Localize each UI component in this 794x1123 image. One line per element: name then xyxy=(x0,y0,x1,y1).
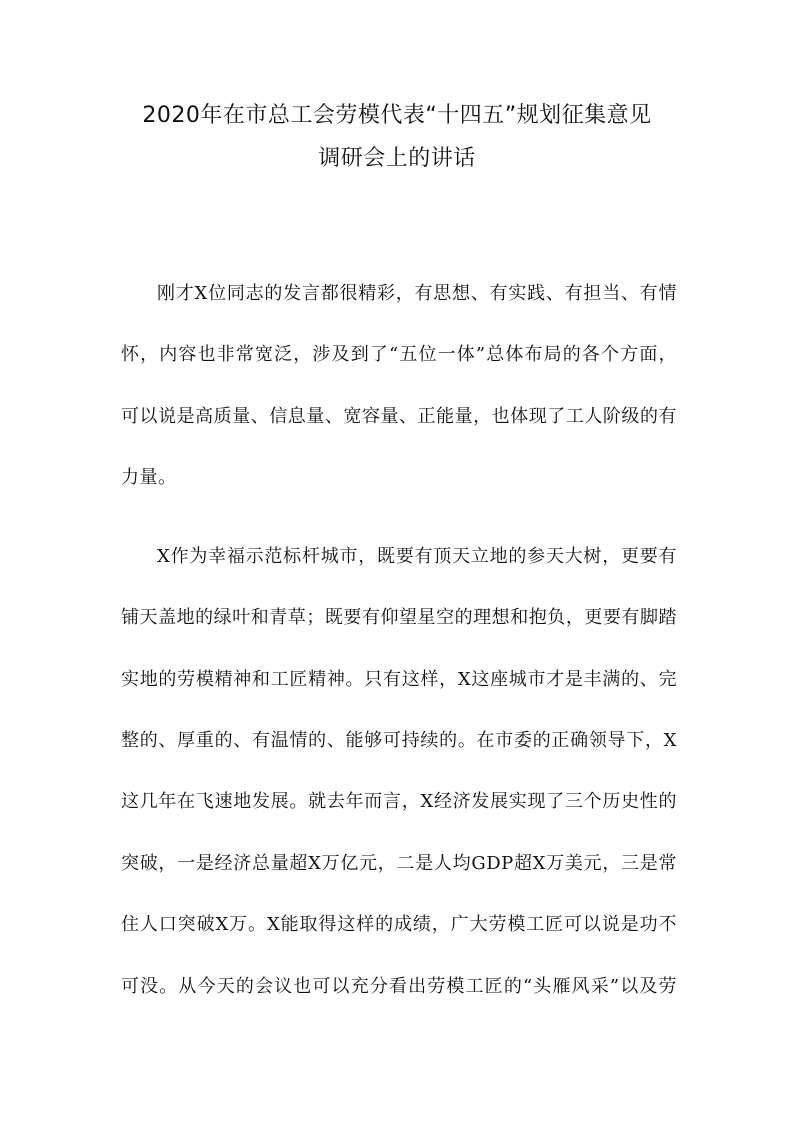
paragraph-2-line-1: X作为幸福示范标杆城市，既要有顶天立地的参天大树，更要有 xyxy=(157,546,677,567)
paragraph-1-line-3: 可以说是高质量、信息量、宽容量、正能量，也体现了工人阶级的有 xyxy=(121,406,677,427)
paragraph-2-line-6: 突破，一是经济总量超X万亿元，二是人均GDP超X万美元，三是常 xyxy=(121,853,677,874)
document-title-line-2: 调研会上的讲话 xyxy=(318,146,476,171)
paragraph-2-line-4: 整的、厚重的、有温情的、能够可持续的。在市委的正确领导下，X xyxy=(121,730,677,751)
paragraph-2-line-7: 住人口突破X万。X能取得这样的成绩，广大劳模工匠可以说是功不 xyxy=(121,914,677,935)
paragraph-1-line-1: 刚才X位同志的发言都很精彩，有思想、有实践、有担当、有情 xyxy=(157,283,677,304)
paragraph-2-line-2: 铺天盖地的绿叶和青草；既要有仰望星空的理想和抱负，更要有脚踏 xyxy=(121,607,677,628)
paragraph-2-line-5: 这几年在飞速地发展。就去年而言，X经济发展实现了三个历史性的 xyxy=(121,791,677,812)
paragraph-1-line-4: 力量。 xyxy=(121,467,177,488)
document-title-line-1: 2020年在市总工会劳模代表“十四五”规划征集意见 xyxy=(142,103,652,128)
paragraph-2-line-8: 可没。从今天的会议也可以充分看出劳模工匠的“头雁风采”以及劳 xyxy=(121,976,677,997)
paragraph-1-line-2: 怀，内容也非常宽泛，涉及到了“五位一体”总体布局的各个方面， xyxy=(121,344,677,365)
paragraph-2-line-3: 实地的劳模精神和工匠精神。只有这样，X这座城市才是丰满的、完 xyxy=(121,669,677,690)
